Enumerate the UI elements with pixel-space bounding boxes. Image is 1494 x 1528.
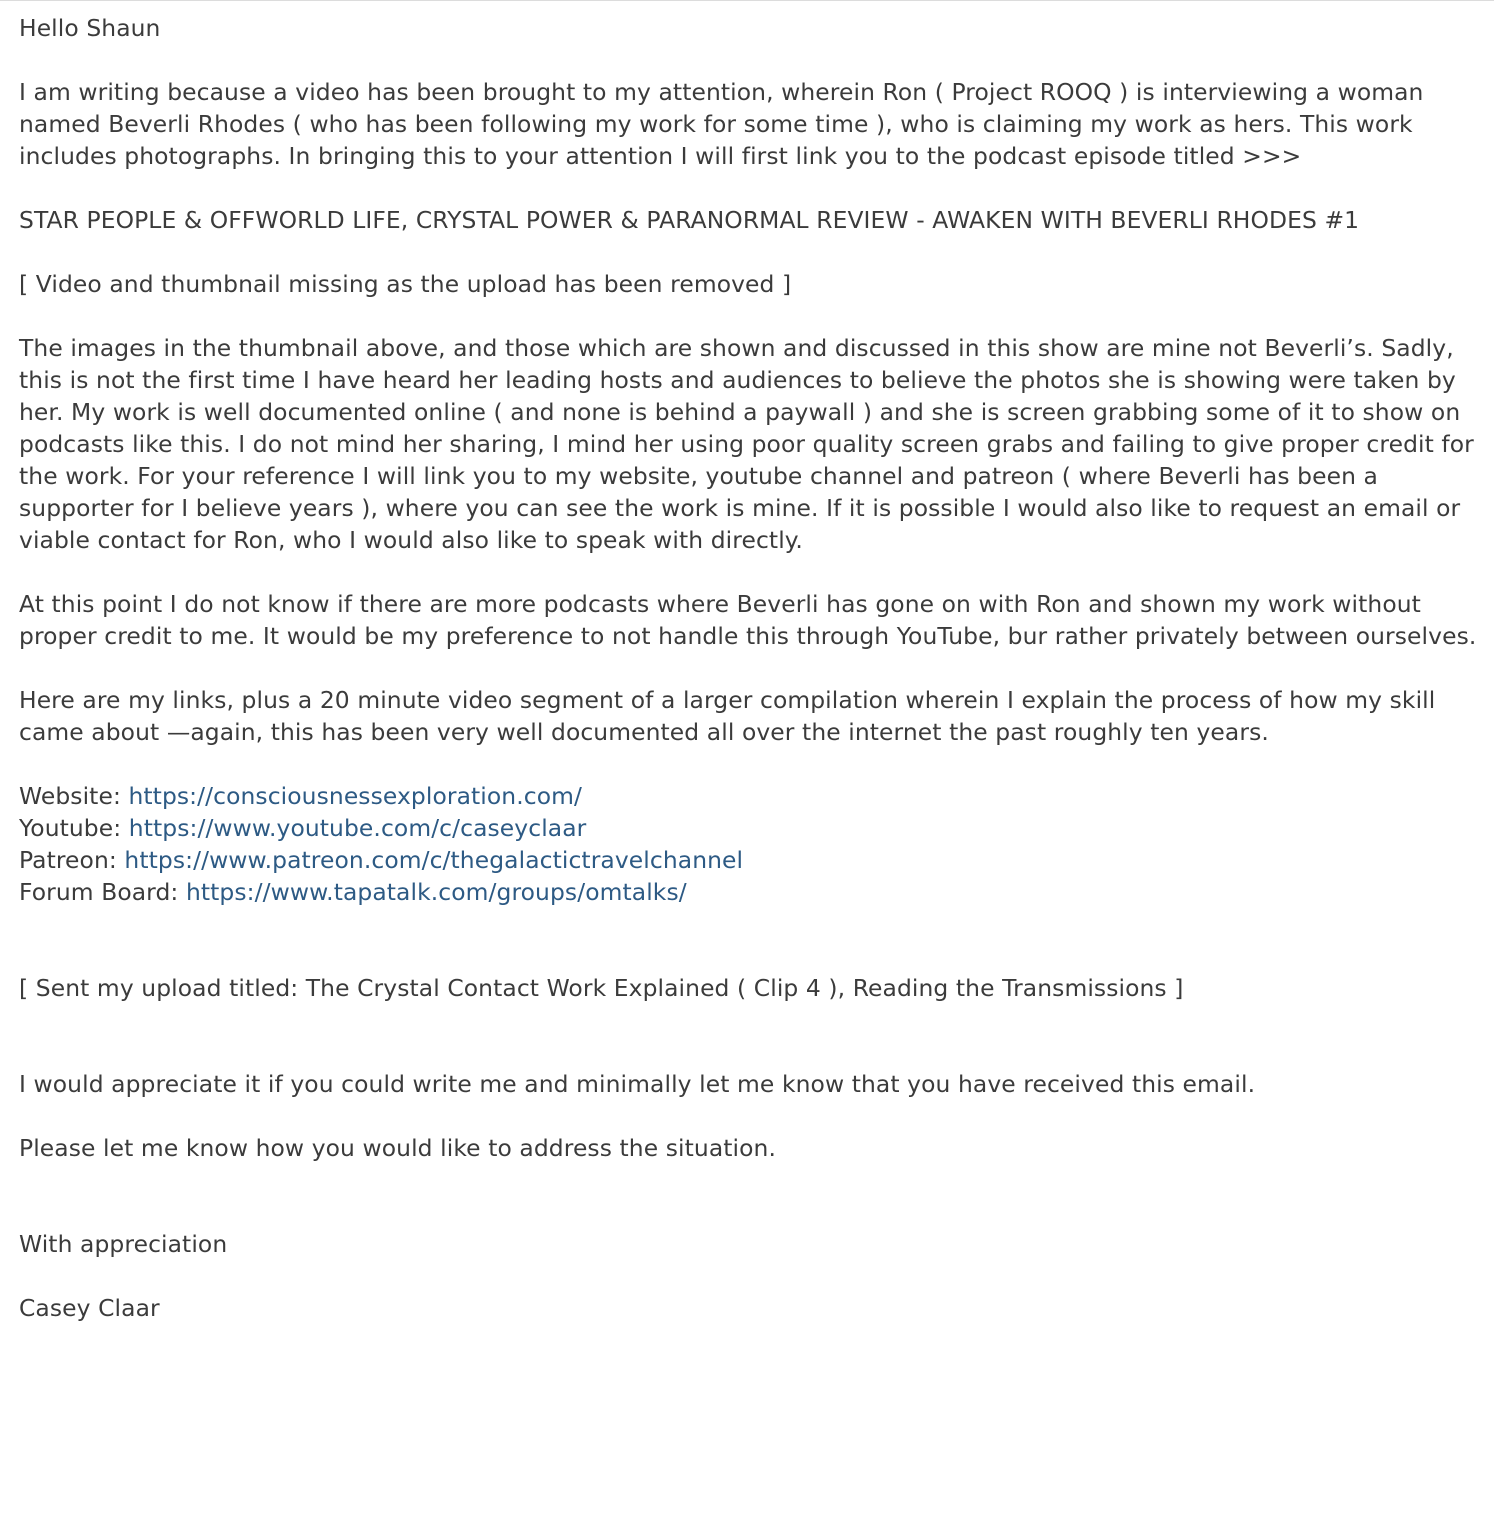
patreon-link[interactable]: https://www.patreon.com/c/thegalactictravelchannel <box>124 846 744 874</box>
paragraph-intro: I am writing because a video has been brought to my attention, wherein Ron ( Project ROOQ ) is interviewing a woman named Beverli Rhodes ( who has been following my work for some time ), who is claiming my work as hers. This work includes photographs. In bringing this to your attention I will first link you to the podcast episode titled >>> <box>19 78 1432 170</box>
link-row-youtube <box>19 812 1489 844</box>
website-link[interactable]: https://consciousnessexploration.com/ <box>128 782 582 810</box>
email-body <box>19 12 1489 1324</box>
paragraph-unknown: At this point I do not know if there are more podcasts where Beverli has gone on with Ron and shown my work without proper credit to me. It would be my preference to not handle this through YouTube, bur rather privately between ourselves. <box>19 590 1477 650</box>
link-label-website: Website: <box>19 782 121 810</box>
paragraph-spacer <box>19 556 1489 588</box>
link-row-patreon <box>19 844 1489 876</box>
paragraph-spacer <box>19 1260 1489 1292</box>
greeting: Hello Shaun <box>19 14 161 42</box>
paragraph-spacer <box>19 44 1489 76</box>
link-row-forum <box>19 876 1489 908</box>
paragraph-appreciate: I would appreciate it if you could write me and minimally let me know that you have received this email. <box>19 1070 1256 1098</box>
closing: With appreciation <box>19 1230 228 1258</box>
link-row-website <box>19 780 1489 812</box>
paragraph-spacer <box>19 652 1489 684</box>
paragraph-spacer <box>19 1164 1489 1228</box>
top-divider <box>0 0 1494 1</box>
youtube-link[interactable]: https://www.youtube.com/c/caseyclaar <box>128 814 587 842</box>
paragraph-images: The images in the thumbnail above, and those which are shown and discussed in this show are mine not Beverli’s. Sadly, this is not the first time I have heard her leading hosts and audiences to believe the photos she is showing were taken by her. My work is well documented online ( and none is behind a paywall ) and she is screen grabbing some of it to show on podcasts like this. I do not mind her sharing, I mind her using poor quality screen grabs and failing to give proper credit for the work. For your reference I will link you to my website, youtube channel and patreon ( where Beverli has been a supporter for I believe years ), where you can see the work is mine. If it is possible I would also like to request an email or viable contact for Ron, who I would also like to speak with directly. <box>19 334 1482 554</box>
sent-upload-note: [ Sent my upload titled: The Crystal Contact Work Explained ( Clip 4 ), Reading the Transmissions ] <box>19 974 1184 1002</box>
paragraph-spacer <box>19 748 1489 780</box>
link-label-patreon: Patreon: <box>19 846 117 874</box>
forum-board-link[interactable]: https://www.tapatalk.com/groups/omtalks/ <box>185 878 687 906</box>
link-label-youtube: Youtube: <box>19 814 122 842</box>
paragraph-spacer <box>19 1004 1489 1068</box>
paragraph-spacer <box>19 1100 1489 1132</box>
paragraph-address: Please let me know how you would like to address the situation. <box>19 1134 777 1162</box>
links-list <box>19 780 1489 908</box>
paragraph-spacer <box>19 300 1489 332</box>
paragraph-spacer <box>19 172 1489 204</box>
link-label-forum: Forum Board: <box>19 878 179 906</box>
paragraph-links-intro: Here are my links, plus a 20 minute video segment of a larger compilation wherein I explain the process of how my skill came about —again, this has been very well documented all over the internet the past roughly ten years. <box>19 686 1443 746</box>
episode-title: STAR PEOPLE & OFFWORLD LIFE, CRYSTAL POWER & PARANORMAL REVIEW - AWAKEN WITH BEVERLI RHODES #1 <box>19 206 1360 234</box>
paragraph-spacer <box>19 236 1489 268</box>
paragraph-spacer <box>19 908 1489 972</box>
video-missing-note: [ Video and thumbnail missing as the upload has been removed ] <box>19 270 792 298</box>
signature: Casey Claar <box>19 1294 160 1322</box>
